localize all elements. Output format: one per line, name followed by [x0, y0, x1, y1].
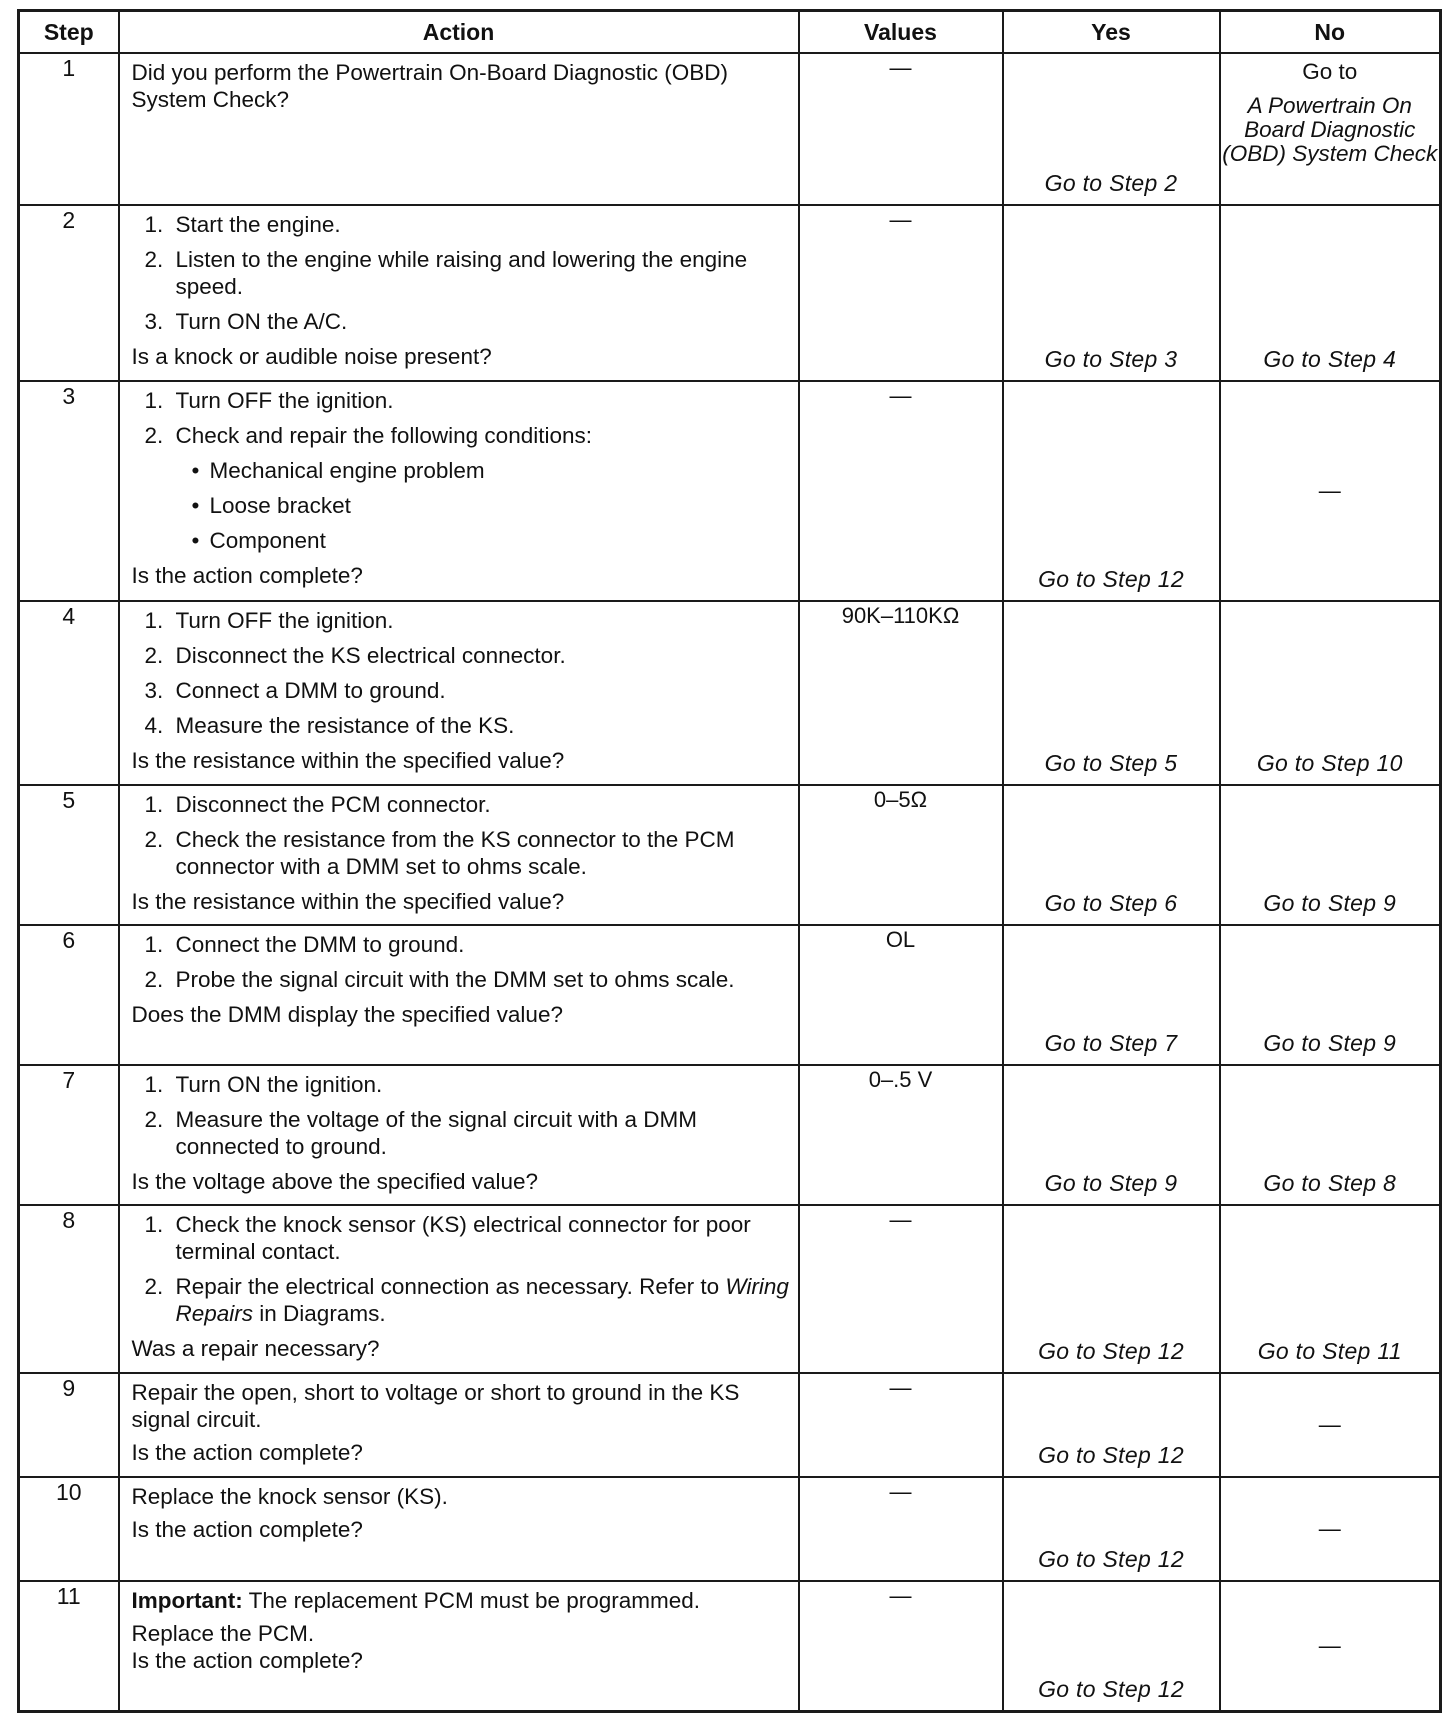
table-row-step-9 [19, 1373, 1441, 1477]
no-cell [1220, 1065, 1441, 1205]
action-cell [119, 1477, 799, 1581]
yes-cell [1003, 601, 1220, 785]
values-cell: 0–5Ω [799, 785, 1003, 925]
yes-cell [1003, 1373, 1220, 1477]
substep-list [132, 791, 790, 880]
step-number: 9 [19, 1373, 119, 1477]
table-row-step-5 [19, 785, 1441, 925]
table-row-step-6 [19, 925, 1441, 1065]
no-cell [1220, 53, 1441, 205]
goto-link[interactable]: Go to Step 9 [1263, 1030, 1397, 1056]
action-cell [119, 1581, 799, 1711]
action-text: Repair the open, short to voltage or short to ground in the KS signal circuit. [131, 1380, 740, 1432]
action-cell [119, 381, 799, 601]
values-cell: — [799, 205, 1003, 381]
no-cell [1220, 601, 1441, 785]
no-cell [1220, 1477, 1441, 1581]
substep: 1. Disconnect the PCM connector. [170, 791, 790, 818]
question-text: Is the resistance within the specified value? [131, 889, 565, 914]
action-cell [119, 53, 799, 205]
goto-link[interactable]: Go to Step 9 [1263, 890, 1397, 916]
goto-link[interactable]: Go to Step 12 [1038, 1442, 1184, 1468]
table-header-row [19, 11, 1441, 54]
question-text: Is the action complete? [131, 1440, 363, 1465]
substep: 1. Check the knock sensor (KS) electrical connector for poor terminal contact. [170, 1211, 790, 1265]
no-value: — [1318, 478, 1341, 503]
substep-list [132, 387, 790, 554]
values-cell: — [799, 1581, 1003, 1711]
question-text: Is a knock or audible noise present? [131, 344, 492, 369]
question-text: Is the action complete? [131, 1648, 363, 1673]
goto-link[interactable]: Go to Step 7 [1044, 1030, 1178, 1056]
step-number: 8 [19, 1205, 119, 1373]
step-number: 10 [19, 1477, 119, 1581]
wiring-repairs-link[interactable]: Wiring Repairs [175, 1274, 789, 1326]
yes-cell [1003, 1065, 1220, 1205]
condition-item: • Loose bracket [210, 492, 790, 519]
action-text: Did you perform the Powertrain On-Board Diagnostic (OBD) System Check? [131, 60, 728, 112]
goto-link[interactable]: Go to Step 9 [1044, 1170, 1178, 1196]
action-cell [119, 925, 799, 1065]
substep: 2. Check the resistance from the KS connector to the PCM connector with a DMM set to ohms scale. [170, 826, 790, 880]
question-text: Is the voltage above the specified value? [131, 1169, 539, 1194]
action-cell [119, 785, 799, 925]
step-number: 6 [19, 925, 119, 1065]
substep-list [132, 1071, 790, 1160]
no-value: — [1318, 1516, 1341, 1541]
important-label: Important: [131, 1588, 243, 1613]
important-text: The replacement PCM must be programmed. [242, 1588, 701, 1613]
values-cell: 0–.5 V [799, 1065, 1003, 1205]
substep-list [132, 1211, 790, 1327]
question-text: Was a repair necessary? [131, 1336, 380, 1361]
question-text: Is the action complete? [131, 563, 363, 588]
table-row-step-10 [19, 1477, 1441, 1581]
table-row-step-8 [19, 1205, 1441, 1373]
no-cell [1220, 1373, 1441, 1477]
condition-item: • Mechanical engine problem [210, 457, 790, 484]
substep: 2. Measure the voltage of the signal circuit with a DMM connected to ground. [170, 1106, 790, 1160]
no-value: — [1318, 1412, 1341, 1437]
step-number: 4 [19, 601, 119, 785]
table-row-step-4 [19, 601, 1441, 785]
table-row-step-3 [19, 381, 1441, 601]
action-cell [119, 1065, 799, 1205]
header-action: Action [119, 11, 799, 54]
substep: 2. Listen to the engine while raising and lowering the engine speed. [170, 246, 790, 300]
substep: 3. Turn ON the A/C. [170, 308, 790, 335]
table-row-step-7 [19, 1065, 1441, 1205]
yes-cell [1003, 1477, 1220, 1581]
step-number: 2 [19, 205, 119, 381]
substep: 1. Turn OFF the ignition. [170, 607, 790, 634]
values-cell: — [799, 381, 1003, 601]
goto-link[interactable]: Go to Step 12 [1038, 1675, 1184, 1702]
substep: 3. Connect a DMM to ground. [170, 677, 790, 704]
header-values: Values [799, 11, 1003, 54]
yes-cell [1003, 381, 1220, 601]
substep: 2. Disconnect the KS electrical connector. [170, 642, 790, 669]
substep [170, 422, 790, 554]
no-cell [1220, 1581, 1441, 1711]
substep-list [132, 931, 790, 993]
substep: 4. Measure the resistance of the KS. [170, 712, 790, 739]
condition-item: • Component [210, 527, 790, 554]
values-cell: — [799, 53, 1003, 205]
step-number: 5 [19, 785, 119, 925]
goto-link[interactable]: Go to Step 4 [1263, 346, 1397, 372]
no-prefix: Go to [1302, 59, 1358, 84]
step-number: 11 [19, 1581, 119, 1711]
action-cell [119, 1205, 799, 1373]
values-cell: — [799, 1373, 1003, 1477]
goto-link[interactable]: Go to Step 12 [1038, 566, 1184, 592]
question-text: Is the resistance within the specified value? [131, 748, 565, 773]
yes-cell [1003, 925, 1220, 1065]
step-number: 7 [19, 1065, 119, 1205]
no-reference [1221, 60, 1440, 166]
substep: 1. Connect the DMM to ground. [170, 931, 790, 958]
substep-text: Check and repair the following conditions: [175, 423, 592, 448]
no-value: — [1318, 1632, 1341, 1658]
table-row-step-11 [19, 1581, 1441, 1711]
obd-system-check-link[interactable]: A Powertrain On Board Diagnostic (OBD) System Check [1222, 93, 1438, 166]
substep-list [132, 211, 790, 335]
yes-cell [1003, 1205, 1220, 1373]
step-number: 3 [19, 381, 119, 601]
no-cell [1220, 925, 1441, 1065]
condition-list [176, 457, 790, 554]
yes-cell [1003, 1581, 1220, 1711]
table-row-step-1 [19, 53, 1441, 205]
action-cell [119, 205, 799, 381]
no-cell [1220, 785, 1441, 925]
substep-text: Repair the electrical connection as necessary. Refer to [175, 1274, 726, 1299]
goto-link[interactable]: Go to Step 2 [1044, 170, 1178, 196]
goto-link[interactable]: Go to Step 12 [1038, 1338, 1184, 1364]
header-no: No [1220, 11, 1441, 54]
goto-link[interactable]: Go to Step 12 [1038, 1546, 1184, 1572]
no-cell [1220, 205, 1441, 381]
action-text: Replace the PCM. [131, 1621, 315, 1646]
values-cell: — [799, 1477, 1003, 1581]
goto-link[interactable]: Go to Step 8 [1263, 1170, 1397, 1196]
goto-link[interactable]: Go to Step 3 [1044, 346, 1178, 372]
header-yes: Yes [1003, 11, 1220, 54]
diagnostic-table [17, 9, 1442, 1713]
substep: 1. Turn OFF the ignition. [170, 387, 790, 414]
question-text: Is the action complete? [131, 1517, 363, 1542]
important-note [132, 1587, 790, 1614]
goto-link[interactable]: Go to Step 6 [1044, 890, 1178, 916]
no-cell [1220, 1205, 1441, 1373]
yes-cell [1003, 785, 1220, 925]
action-cell [119, 601, 799, 785]
action-cell [119, 1373, 799, 1477]
values-cell: OL [799, 925, 1003, 1065]
step-number: 1 [19, 53, 119, 205]
question-text: Does the DMM display the specified value? [131, 1002, 563, 1027]
substep: 2. Probe the signal circuit with the DMM set to ohms scale. [170, 966, 790, 993]
substep: 1. Turn ON the ignition. [170, 1071, 790, 1098]
yes-cell [1003, 53, 1220, 205]
goto-link[interactable]: Go to Step 11 [1257, 1338, 1402, 1364]
yes-cell [1003, 205, 1220, 381]
goto-link[interactable]: Go to Step 10 [1256, 750, 1403, 776]
header-step: Step [19, 11, 119, 54]
substep-list [132, 607, 790, 739]
substep-text: in Diagrams. [253, 1301, 386, 1326]
table-row-step-2 [19, 205, 1441, 381]
substep: 1. Start the engine. [170, 211, 790, 238]
substep [170, 1273, 790, 1327]
action-text: Replace the knock sensor (KS). [131, 1484, 448, 1509]
values-cell: 90K–110KΩ [799, 601, 1003, 785]
goto-link[interactable]: Go to Step 5 [1044, 750, 1178, 776]
no-cell [1220, 381, 1441, 601]
values-cell: — [799, 1205, 1003, 1373]
diagnostic-table-document [17, 9, 1439, 1713]
